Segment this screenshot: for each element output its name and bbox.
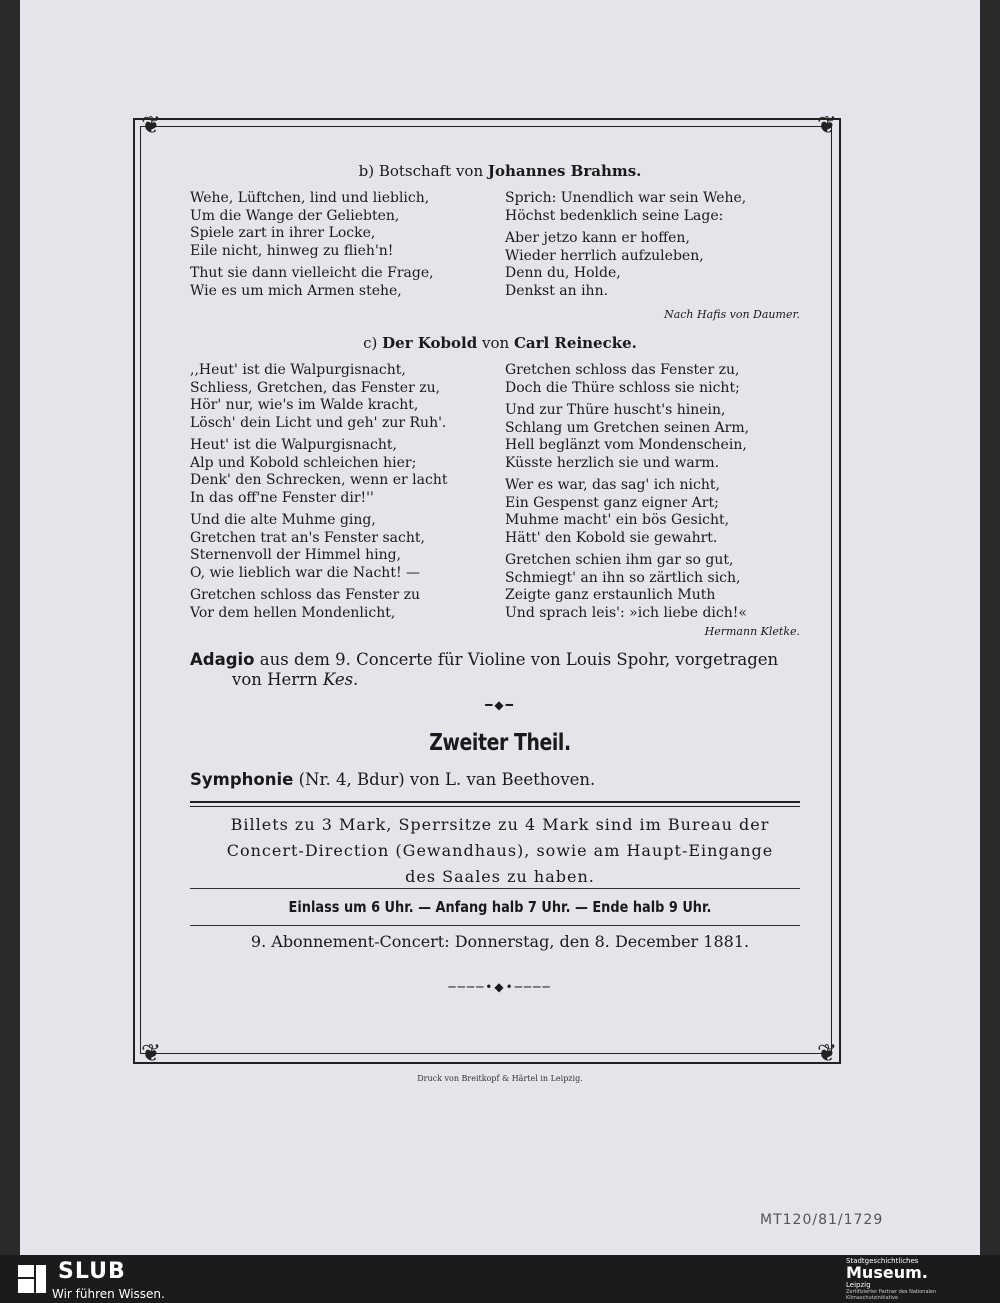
poem-line: Gretchen trat an's Fenster sacht, bbox=[190, 529, 425, 546]
poem-stanza bbox=[190, 437, 495, 507]
poem-line: Schmiegt' an ihn so zärtlich sich, bbox=[505, 569, 741, 586]
section-b-poem bbox=[190, 190, 810, 305]
section-b-heading bbox=[190, 162, 810, 180]
double-rule bbox=[190, 801, 800, 807]
poem-line: Gretchen schloss das Fenster zu, bbox=[505, 362, 740, 378]
poem-line: Gretchen schien ihm gar so gut, bbox=[505, 552, 734, 568]
section-c-title: Der Kobold bbox=[382, 334, 478, 352]
poem-stanza bbox=[505, 362, 810, 397]
poem-line: Küsste herzlich sie und warm. bbox=[505, 454, 720, 471]
archive-stamp: MT120/81/1729 bbox=[760, 1212, 884, 1228]
poem-line: Und zur Thüre huscht's hinein, bbox=[505, 402, 726, 418]
ticket-info-line-2: Concert-Direction (Gewandhaus), sowie am Haupt-Eingange bbox=[226, 841, 774, 860]
section-b-left-column bbox=[190, 190, 495, 305]
poem-line: Muhme macht' ein bös Gesicht, bbox=[505, 512, 730, 528]
poem-line: In das off'ne Fenster dir!'' bbox=[190, 489, 374, 506]
symphony-title: Symphonie bbox=[190, 770, 294, 789]
section-c-left-column bbox=[190, 362, 495, 627]
slub-name: SLUB bbox=[58, 1259, 126, 1284]
symphony-description: (Nr. 4, Bdur) von L. van Beethoven. bbox=[298, 770, 596, 789]
poem-line: Vor dem hellen Mondenlicht, bbox=[190, 604, 396, 621]
next-concert: 9. Abonnement-Concert: Donnerstag, den 8. December 1881. bbox=[250, 932, 750, 951]
poem-line: Schliess, Gretchen, das Fenster zu, bbox=[190, 379, 441, 396]
poem-line: Aber jetzo kann er hoffen, bbox=[505, 230, 690, 246]
poem-line: Zeigte ganz erstaunlich Muth bbox=[505, 587, 716, 603]
section-c-poem bbox=[190, 362, 810, 627]
poem-stanza bbox=[190, 512, 495, 582]
section-c-composer: Carl Reinecke. bbox=[513, 334, 637, 352]
poem-stanza bbox=[190, 362, 495, 432]
slub-tagline: Wir führen Wissen. bbox=[52, 1287, 165, 1301]
poem-line: Spiele zart in ihrer Locke, bbox=[190, 225, 376, 241]
poem-stanza bbox=[190, 265, 495, 300]
poem-line: Wieder herrlich aufzuleben, bbox=[505, 247, 704, 264]
poem-line: Wer es war, das sag' ich nicht, bbox=[505, 477, 720, 493]
poem-line: Hell beglänzt vom Mondenschein, bbox=[505, 437, 747, 453]
poem-line: Eile nicht, hinweg zu flieh'n! bbox=[190, 242, 394, 259]
part2-title: Zweiter Theil. bbox=[429, 730, 571, 756]
corner-ornament-icon: ❦ bbox=[140, 1039, 162, 1067]
poem-line: Um die Wange der Geliebten, bbox=[190, 207, 400, 224]
poem-line: Sprich: Unendlich war sein Wehe, bbox=[505, 190, 747, 206]
poem-stanza bbox=[505, 477, 810, 547]
poem-stanza bbox=[505, 190, 810, 225]
poem-line: Schlang um Gretchen seinen Arm, bbox=[505, 419, 750, 436]
symphony-entry bbox=[190, 770, 810, 789]
poem-line: Höchst bedenklich seine Lage: bbox=[505, 207, 724, 224]
section-c-heading bbox=[190, 334, 810, 352]
poem-line: Thut sie dann vielleicht die Frage, bbox=[190, 265, 434, 281]
museum-name: Museum. bbox=[846, 1263, 928, 1282]
section-b-composer: Johannes Brahms. bbox=[487, 162, 642, 180]
adagio-entry bbox=[190, 650, 810, 690]
poem-line: Denn du, Holde, bbox=[505, 265, 621, 281]
poem-line: ,,Heut' ist die Walpurgisnacht, bbox=[190, 362, 406, 378]
poem-line: Heut' ist die Walpurgisnacht, bbox=[190, 437, 397, 453]
footer-bar bbox=[0, 1255, 1000, 1303]
printer-imprint: Druck von Breitkopf & Härtel in Leipzig. bbox=[417, 1074, 583, 1083]
section-b-right-column bbox=[505, 190, 810, 305]
corner-ornament-icon: ❦ bbox=[816, 111, 838, 139]
poem-line: Hätt' den Kobold sie gewahrt. bbox=[505, 529, 718, 546]
section-b bbox=[190, 162, 810, 321]
section-b-prefix: b) Botschaft von bbox=[358, 162, 484, 180]
poem-line: Denk' den Schrecken, wenn er lacht bbox=[190, 472, 448, 488]
poem-line: O, wie lieblich war die Nacht! — bbox=[190, 564, 421, 581]
poem-stanza bbox=[505, 402, 810, 472]
museum-logo bbox=[846, 1257, 986, 1301]
museum-city: Leipzig bbox=[846, 1281, 871, 1289]
adagio-title: Adagio bbox=[190, 650, 255, 669]
section-c-prefix: c) bbox=[363, 334, 378, 352]
corner-ornament-icon: ❦ bbox=[816, 1039, 838, 1067]
poem-line: Hör' nur, wie's im Walde kracht, bbox=[190, 397, 419, 413]
ticket-info-line-3: des Saales zu haben. bbox=[405, 867, 595, 886]
poem-line: Alp und Kobold schleichen hier; bbox=[190, 454, 417, 471]
adagio-line-2 bbox=[190, 670, 810, 690]
section-c-credit: Hermann Kletke. bbox=[704, 625, 800, 638]
poem-line: Sternenvoll der Himmel hing, bbox=[190, 547, 402, 563]
ticket-info-line-1: Billets zu 3 Mark, Sperrsitze zu 4 Mark sind im Bureau der bbox=[230, 815, 770, 834]
adagio-description: aus dem 9. Concerte für Violine von Louis Spohr, vorgetragen bbox=[259, 650, 779, 669]
ticket-info bbox=[190, 812, 810, 890]
poem-line: Ein Gespenst ganz eigner Art; bbox=[505, 494, 719, 511]
poem-stanza bbox=[505, 552, 810, 622]
adagio-line-1 bbox=[190, 650, 810, 670]
poem-line: Lösch' dein Licht und geh' zur Ruh'. bbox=[190, 414, 447, 431]
thin-rule bbox=[190, 925, 800, 926]
poem-line: Doch die Thüre schloss sie nicht; bbox=[505, 379, 740, 396]
ornament-divider: ────•◆•──── bbox=[448, 980, 552, 994]
poem-line: Wehe, Lüftchen, lind und lieblich, bbox=[190, 190, 430, 206]
thin-rule bbox=[190, 888, 800, 889]
poem-line: Gretchen schloss das Fenster zu bbox=[190, 587, 420, 603]
section-b-credit: Nach Hafis von Daumer. bbox=[664, 308, 800, 321]
poem-stanza bbox=[505, 230, 810, 300]
poem-stanza bbox=[190, 190, 495, 260]
poem-stanza bbox=[190, 587, 495, 622]
corner-ornament-icon: ❦ bbox=[140, 111, 162, 139]
adagio-performer-prefix: von Herrn bbox=[232, 670, 318, 689]
section-c-von: von bbox=[482, 334, 510, 352]
poem-line: Und die alte Muhme ging, bbox=[190, 512, 376, 528]
slub-logo-icon bbox=[14, 1263, 50, 1295]
adagio-performer-name: Kes. bbox=[322, 670, 359, 689]
museum-top: Stadtgeschichtliches bbox=[846, 1257, 919, 1265]
entry-times: Einlass um 6 Uhr. — Anfang halb 7 Uhr. — Ende halb 9 Uhr. bbox=[288, 898, 712, 916]
poem-line: Wie es um mich Armen stehe, bbox=[190, 282, 402, 299]
museum-partner-note: Zertifizierter Partner des Nationalen Klimaschutzinitiative bbox=[846, 1289, 937, 1301]
ornament-divider: ━◆━ bbox=[485, 698, 515, 712]
poem-line: Denkst an ihn. bbox=[505, 282, 609, 299]
section-c-right-column bbox=[505, 362, 810, 627]
section-c bbox=[190, 334, 810, 638]
poem-line: Und sprach leis': »ich liebe dich!« bbox=[505, 604, 747, 621]
